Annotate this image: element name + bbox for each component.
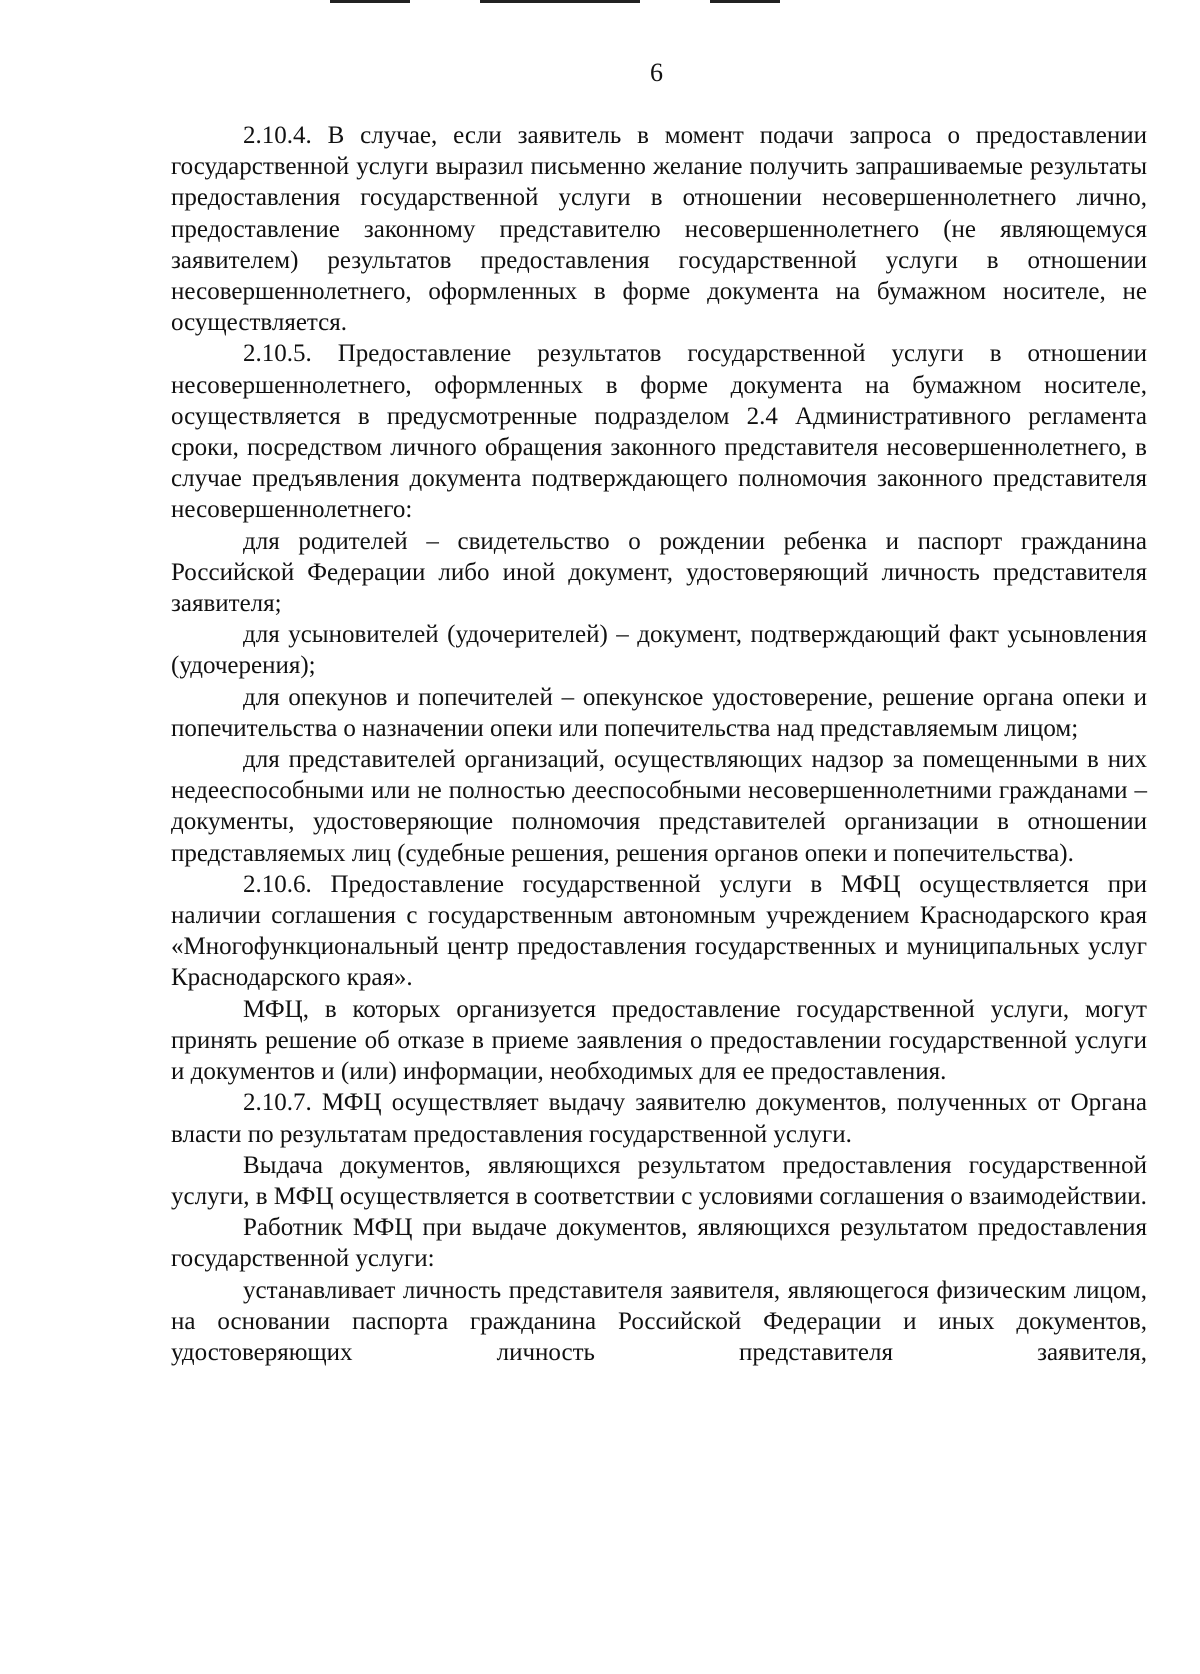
paragraph-2-10-6: 2.10.6. Предоставление государственной услуги в МФЦ осуществляется при наличии соглашения с государственным автономным учреждением Краснодарского края «Многофункциональный центр предоставления государственных и муниципальных услуг Краснодарского края». bbox=[171, 870, 1147, 992]
top-mark bbox=[710, 0, 780, 3]
paragraph-mfc-refusal: МФЦ, в которых организуется предоставление государственной услуги, могут принять решение об отказе в приеме заявления о предоставлении государственной услуги и документов и (или) информации, необходимых для ее предоставления. bbox=[171, 995, 1147, 1086]
page-number: 6 bbox=[650, 58, 663, 87]
document-body bbox=[171, 120, 1147, 1368]
top-mark bbox=[330, 0, 410, 3]
paragraph-2-10-4: 2.10.4. В случае, если заявитель в момент подачи запроса о предоставлении государственной услуги выразил письменно желание получить запрашиваемые результаты предоставления государственной услуги в отношении несовершеннолетнего лично, предоставление законному представителю несовершеннолетнего (не являющемуся заявителем) результатов предоставления государственной услуги в отношении несовершеннолетнего, оформленных в форме документа на бумажном носителе, не осуществляется. bbox=[171, 122, 1147, 337]
paragraph-2-10-7: 2.10.7. МФЦ осуществляет выдачу заявителю документов, полученных от Органа власти по результатам предоставления государственной услуги. bbox=[171, 1089, 1147, 1148]
paragraph-adoptive-parents: для усыновителей (удочерителей) – документ, подтверждающий факт усыновления (удочерения); bbox=[171, 621, 1147, 680]
paragraph-identity-check: устанавливает личность представителя заявителя, являющегося физическим лицом, на основании паспорта гражданина Российской Федерации и иных документов, удостоверяющих личность представителя заявителя, bbox=[171, 1276, 1147, 1366]
paragraph-parents: для родителей – свидетельство о рождении ребенка и паспорт гражданина Российской Федерации либо иной документ, удостоверяющий личность представителя заявителя; bbox=[171, 527, 1147, 618]
top-edge-marks bbox=[330, 0, 860, 6]
top-mark bbox=[480, 0, 640, 3]
paragraph-2-10-5: 2.10.5. Предоставление результатов государственной услуги в отношении несовершеннолетнего, оформленных в форме документа на бумажном носителе, осуществляется в предусмотренные подразделом 2.4 Административного регламента сроки, посредством личного обращения законного представителя несовершеннолетнего, в случае предъявления документа подтверждающего полномочия законного представителя несовершеннолетнего: bbox=[171, 340, 1147, 524]
paragraph-organization-representatives: для представителей организаций, осуществляющих надзор за помещенными в них недееспособными или не полностью дееспособными несовершеннолетними гражданами – документы, удостоверяющие полномочия представителей организации в отношении представляемых лиц (судебные решения, решения органов опеки и попечительства). bbox=[171, 746, 1147, 867]
paragraph-mfc-worker: Работник МФЦ при выдаче документов, являющихся результатом предоставления государственной услуги: bbox=[171, 1214, 1147, 1273]
paragraph-guardians: для опекунов и попечителей – опекунское удостоверение, решение органа опеки и попечительства о назначении опеки или попечительства над представляемым лицом; bbox=[171, 683, 1147, 742]
paragraph-issuance: Выдача документов, являющихся результатом предоставления государственной услуги, в МФЦ осуществляется в соответствии с условиями соглашения о взаимодействии. bbox=[171, 1151, 1147, 1210]
